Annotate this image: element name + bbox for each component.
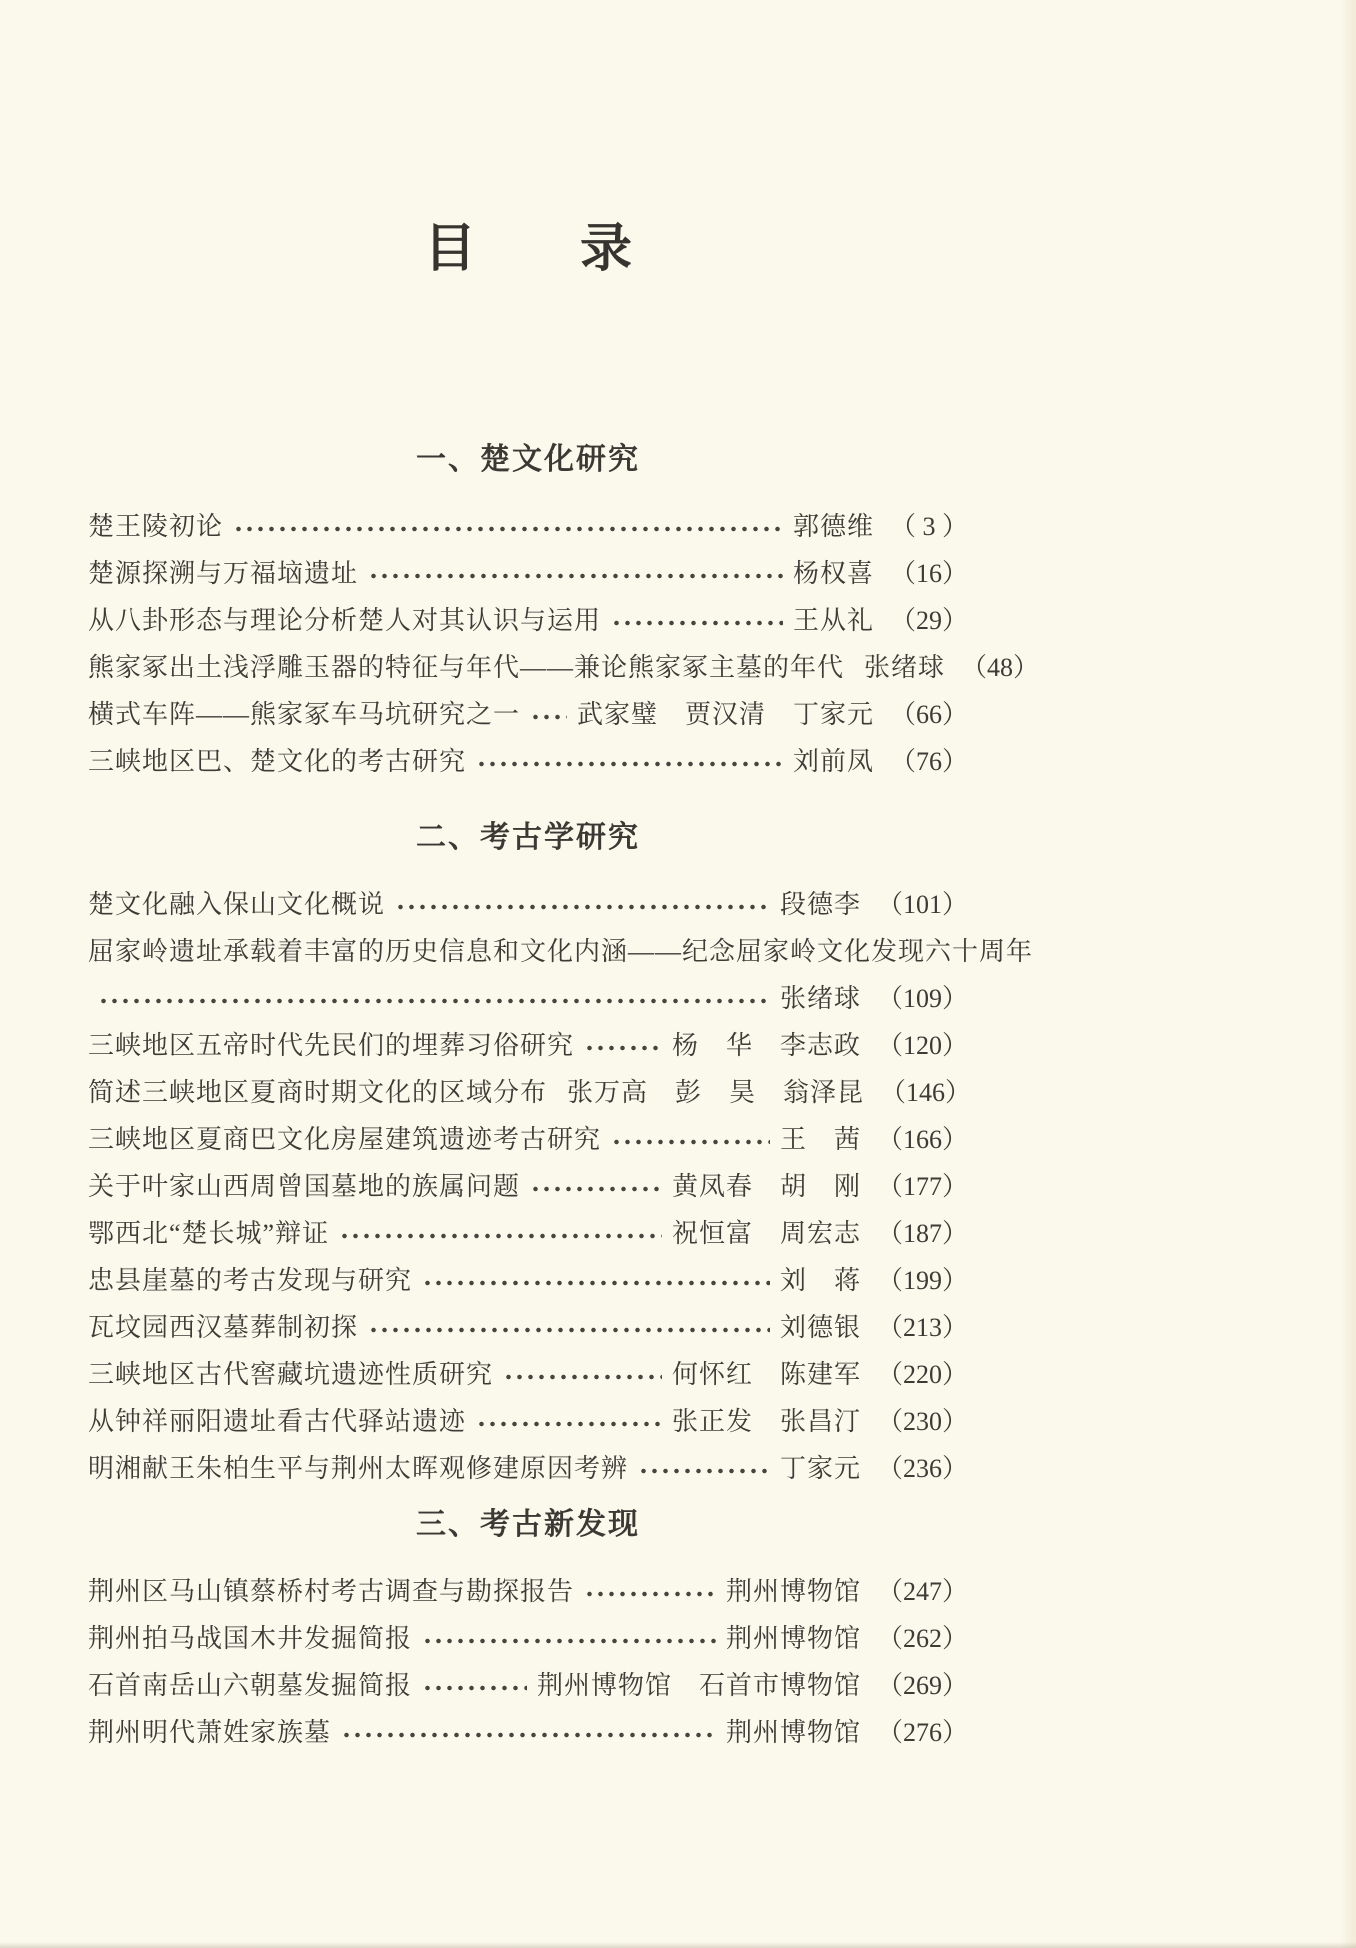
entry-authors: 张万高 彭 昊 翁泽昆: [567, 1078, 865, 1107]
entry-title: 石首南岳山六朝墓发掘简报: [88, 1671, 413, 1700]
entry-authors: 王从礼: [792, 606, 874, 635]
section-entries: [88, 879, 1034, 1490]
entry-page-number: （262）: [876, 1624, 968, 1653]
scan-edge-shadow-right: [1340, 0, 1356, 1948]
dot-leader: [422, 1637, 716, 1645]
entry-authors: 刘前凤: [792, 747, 874, 776]
entry-authors: 张正发 张昌汀: [671, 1407, 861, 1436]
section-heading: 三、考古新发现: [416, 1507, 640, 1542]
entry-page-number: （76）: [889, 747, 968, 776]
toc-entry: [88, 1613, 968, 1660]
toc-entry: [88, 1660, 968, 1707]
dot-leader: [341, 1731, 716, 1739]
entry-page-number: （166）: [876, 1125, 968, 1154]
entry-authors: 荆州博物馆: [725, 1624, 861, 1653]
toc-entry: [88, 1302, 968, 1349]
entry-authors: 武家璧 贾汉清 丁家元: [576, 700, 874, 729]
toc-section: [88, 820, 1034, 1490]
entry-title: 三峡地区巴、楚文化的考古研究: [88, 747, 467, 776]
entry-authors: 刘德银: [779, 1313, 861, 1342]
toc-section: [88, 442, 1040, 783]
entry-title: 楚王陵初论: [88, 512, 224, 541]
scan-edge-shadow-bottom: [0, 1942, 1356, 1948]
toc-entry: [88, 1161, 968, 1208]
dot-leader: [476, 760, 783, 768]
entry-page-number: （269）: [876, 1671, 968, 1700]
entry-page-number: （101）: [876, 890, 968, 919]
entry-page-number: （146）: [880, 1078, 972, 1107]
entry-page-number: （120）: [876, 1031, 968, 1060]
entry-authors: 荆州博物馆 石首市博物馆: [536, 1671, 861, 1700]
toc-entry: [88, 1443, 968, 1490]
toc-entry: [88, 1208, 968, 1255]
entry-authors: 刘 蒋: [779, 1266, 861, 1295]
entry-title: 鄂西北“楚长城”辩证: [88, 1219, 330, 1248]
entry-authors: 王 茜: [779, 1125, 861, 1154]
entry-title: 熊家冢出土浅浮雕玉器的特征与年代——兼论熊家冢主墓的年代: [88, 653, 845, 682]
entry-title: 简述三峡地区夏商时期文化的区域分布: [88, 1078, 548, 1107]
entry-page-number: （16）: [889, 559, 968, 588]
entry-title: 荆州区马山镇蔡桥村考古调查与勘探报告: [88, 1577, 575, 1606]
section-entries: [88, 501, 1040, 783]
toc-entry: [88, 1707, 968, 1754]
dot-leader: [611, 1138, 770, 1146]
entry-page-number: （ 3 ）: [889, 512, 968, 541]
entry-title: 三峡地区五帝时代先民们的埋葬习俗研究: [88, 1031, 575, 1060]
dot-leader: [584, 1044, 662, 1052]
toc-entry: [88, 736, 968, 783]
dot-leader: [368, 572, 783, 580]
entry-authors: 张绪球: [779, 984, 861, 1013]
dot-leader: [530, 1185, 662, 1193]
entry-page-number: （213）: [876, 1313, 968, 1342]
entry-page-number: （236）: [876, 1454, 968, 1483]
entry-title: 三峡地区古代窖藏坑遗迹性质研究: [88, 1360, 494, 1389]
dot-leader: [395, 903, 770, 911]
section-heading: 二、考古学研究: [416, 820, 640, 855]
entry-authors: 张绪球: [864, 653, 946, 682]
entry-title: 楚文化融入保山文化概说: [88, 890, 386, 919]
entry-page-number: （187）: [876, 1219, 968, 1248]
section-heading: 一、楚文化研究: [416, 442, 640, 477]
entry-title: 从钟祥丽阳遗址看古代驿站遗迹: [88, 1407, 467, 1436]
entry-page-number: （66）: [889, 700, 968, 729]
toc-entry: [88, 689, 968, 736]
entry-title: 瓦坟园西汉墓葬制初探: [88, 1313, 359, 1342]
entry-authors: 何怀红 陈建军: [671, 1360, 861, 1389]
dot-leader: [530, 713, 567, 721]
dot-leader: [98, 997, 770, 1005]
toc-entry: [88, 1396, 968, 1443]
entry-authors: 杨权喜: [792, 559, 874, 588]
entry-title: 三峡地区夏商巴文化房屋建筑遗迹考古研究: [88, 1125, 602, 1154]
dot-leader: [422, 1279, 770, 1287]
entry-page-number: （276）: [876, 1718, 968, 1747]
entry-title: 横式车阵——熊家冢车马坑研究之一: [88, 700, 521, 729]
dot-leader: [503, 1373, 662, 1381]
entry-authors: 丁家元: [779, 1454, 861, 1483]
entry-page-number: （247）: [876, 1577, 968, 1606]
toc-entry: [88, 879, 968, 926]
dot-leader: [638, 1467, 770, 1475]
dot-leader: [368, 1326, 770, 1334]
entry-page-number: （177）: [876, 1172, 968, 1201]
entry-title: 从八卦形态与理论分析楚人对其认识与运用: [88, 606, 602, 635]
entry-page-number: （48）: [961, 653, 1040, 682]
toc-entry: [88, 595, 968, 642]
entry-page-number: （230）: [876, 1407, 968, 1436]
toc-entry: [88, 1020, 968, 1067]
dot-leader: [233, 525, 783, 533]
entry-page-number: （29）: [889, 606, 968, 635]
toc-sections: [88, 442, 1040, 1754]
entry-title: 明湘献王朱柏生平与荆州太晖观修建原因考辨: [88, 1454, 629, 1483]
entry-authors: 黄凤春 胡 刚: [671, 1172, 861, 1201]
dot-leader: [584, 1590, 716, 1598]
toc-entry: [88, 926, 1034, 973]
entry-page-number: （220）: [876, 1360, 968, 1389]
entry-page-number: （199）: [876, 1266, 968, 1295]
entry-authors: 杨 华 李志政: [671, 1031, 861, 1060]
entry-title: 忠县崖墓的考古发现与研究: [88, 1266, 413, 1295]
toc-entry: [88, 642, 1040, 689]
dot-leader: [422, 1684, 527, 1692]
dot-leader: [476, 1420, 662, 1428]
toc-entry: [88, 548, 968, 595]
entry-title: 荆州拍马战国木井发掘简报: [88, 1624, 413, 1653]
toc-section: [88, 1507, 968, 1754]
entry-title: 关于叶家山西周曾国墓地的族属问题: [88, 1172, 521, 1201]
page-title: 目 录: [423, 218, 632, 279]
section-entries: [88, 1566, 968, 1754]
entry-title: 荆州明代萧姓家族墓: [88, 1718, 332, 1747]
toc-entry: [88, 1566, 968, 1613]
entry-authors: 荆州博物馆: [725, 1577, 861, 1606]
dot-leader: [339, 1232, 662, 1240]
toc-entry: [88, 1067, 972, 1114]
entry-page-number: （109）: [876, 984, 968, 1013]
entry-authors: 荆州博物馆: [725, 1718, 861, 1747]
toc-entry: [88, 973, 968, 1020]
entry-authors: 段德李: [779, 890, 861, 919]
entry-authors: 郭德维: [792, 512, 874, 541]
toc-entry: [88, 501, 968, 548]
toc-entry: [88, 1114, 968, 1161]
entry-title: 屈家岭遗址承载着丰富的历史信息和文化内涵——纪念屈家岭文化发现六十周年: [88, 937, 1034, 966]
toc-entry: [88, 1349, 968, 1396]
dot-leader: [611, 619, 783, 627]
toc-entry: [88, 1255, 968, 1302]
entry-authors: 祝恒富 周宏志: [671, 1219, 861, 1248]
entry-title: 楚源探溯与万福垴遗址: [88, 559, 359, 588]
